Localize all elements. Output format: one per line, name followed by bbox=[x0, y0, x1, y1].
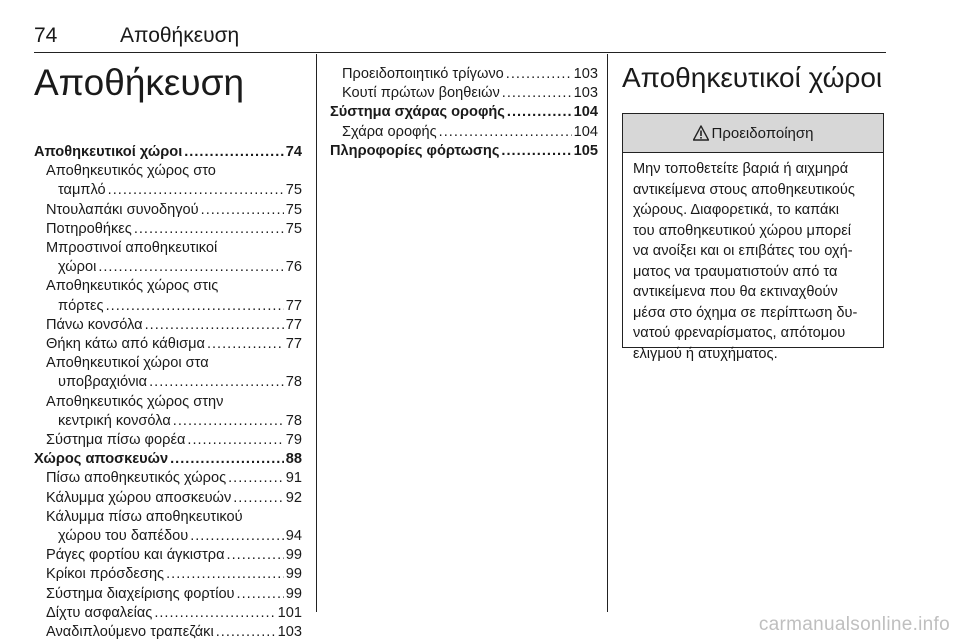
toc-page-number: 99 bbox=[285, 547, 302, 564]
toc-entry[interactable] bbox=[34, 297, 302, 316]
toc-page-number: 103 bbox=[573, 85, 598, 102]
dot-leader bbox=[145, 316, 284, 335]
toc-entry[interactable] bbox=[34, 489, 302, 508]
toc-entry-text: Αποθηκευτικός χώρος στις bbox=[46, 278, 219, 295]
toc-entry-title: πόρτες bbox=[58, 297, 104, 314]
toc-entry[interactable] bbox=[34, 431, 302, 450]
toc-page-number: 104 bbox=[573, 123, 598, 140]
toc-page-number: 88 bbox=[285, 451, 302, 468]
warning-line: ελιγμού ή ατυχήματος. bbox=[633, 345, 778, 362]
toc-entry-text: Αποθηκευτικός χώρος στο bbox=[46, 163, 216, 180]
warning-line: ματος να τραυματιστούν από τα bbox=[633, 263, 838, 280]
toc-entry[interactable] bbox=[330, 65, 598, 84]
toc-entry-title: Δίχτυ ασφαλείας bbox=[46, 604, 153, 621]
toc-entry[interactable] bbox=[34, 412, 302, 431]
toc-page-number: 104 bbox=[573, 104, 598, 121]
dot-leader bbox=[506, 65, 572, 84]
toc-entry[interactable] bbox=[34, 143, 302, 162]
toc-entry[interactable] bbox=[34, 546, 302, 565]
dot-leader bbox=[501, 142, 571, 161]
header-rule bbox=[34, 52, 886, 53]
toc-entry-title: Αποθηκευτικοί χώροι bbox=[34, 144, 183, 160]
dot-leader bbox=[439, 123, 572, 142]
toc-page-number: 103 bbox=[277, 624, 302, 641]
toc-entry-title: Πληροφορίες φόρτωσης bbox=[330, 142, 500, 159]
toc-entry-title: Αναδιπλούμενο τραπεζάκι bbox=[46, 624, 214, 641]
dot-leader bbox=[201, 201, 284, 220]
toc-page-number: 92 bbox=[285, 489, 302, 506]
toc-entry-title: χώρου του δαπέδου bbox=[58, 528, 189, 545]
toc-entry-title: Σύστημα διαχείρισης φορτίου bbox=[46, 585, 235, 602]
warning-header bbox=[623, 114, 883, 153]
toc-entry-title: Ποτηροθήκες bbox=[46, 220, 132, 237]
toc-entry[interactable] bbox=[34, 450, 302, 469]
warning-line: μέσα στο όχημα σε περίπτωση δυ- bbox=[633, 304, 858, 321]
dot-leader bbox=[154, 604, 275, 623]
toc-page-number: 78 bbox=[285, 412, 302, 429]
warning-line: αντικείμενα στους αποθηκευτικούς bbox=[633, 181, 855, 198]
section-title: Αποθηκευτικοί χώροι bbox=[622, 62, 883, 93]
toc-entry-title: Χώρος αποσκευών bbox=[34, 451, 169, 468]
dot-leader bbox=[216, 623, 276, 642]
warning-line: χώρους. Διαφορετικά, το καπάκι bbox=[633, 202, 840, 218]
dot-leader bbox=[507, 103, 572, 122]
dot-leader bbox=[98, 258, 283, 277]
toc-entry[interactable] bbox=[34, 373, 302, 392]
toc-page-number: 105 bbox=[573, 142, 598, 159]
toc-entry[interactable] bbox=[34, 181, 302, 200]
dot-leader bbox=[106, 297, 284, 316]
dot-leader bbox=[173, 412, 284, 431]
toc-entry[interactable] bbox=[330, 84, 598, 103]
toc-page-number: 101 bbox=[277, 604, 302, 621]
toc-page-number: 99 bbox=[285, 566, 302, 583]
toc-page-number: 74 bbox=[285, 144, 302, 160]
toc-entry-text: Μπροστινοί αποθηκευτικοί bbox=[46, 240, 218, 257]
dot-leader bbox=[166, 565, 284, 584]
toc-entry[interactable] bbox=[34, 623, 302, 642]
toc-page-number: 79 bbox=[285, 432, 302, 449]
warning-text bbox=[623, 153, 883, 370]
toc-entry-title: υποβραχιόνια bbox=[58, 374, 148, 391]
toc-entry-title: Σχάρα οροφής bbox=[342, 123, 437, 140]
warning-triangle-icon bbox=[693, 125, 709, 141]
toc-entry[interactable] bbox=[34, 201, 302, 220]
dot-leader bbox=[233, 489, 284, 508]
toc-entry[interactable] bbox=[34, 316, 302, 335]
running-title: Αποθήκευση bbox=[120, 24, 240, 47]
toc-page-number: 77 bbox=[285, 316, 302, 333]
toc-entry[interactable] bbox=[34, 469, 302, 488]
toc-entry[interactable] bbox=[34, 220, 302, 239]
dot-leader bbox=[187, 431, 283, 450]
chapter-title: Αποθήκευση bbox=[34, 62, 245, 103]
warning-line: νατού φρεναρίσματος, απότομου bbox=[633, 325, 846, 341]
toc-page-number: 99 bbox=[285, 585, 302, 602]
dot-leader bbox=[134, 220, 284, 239]
toc-entry-title: ταμπλό bbox=[58, 182, 106, 199]
toc-entry[interactable] bbox=[34, 585, 302, 604]
warning-line: να ανοίξει και οι επιβάτες του οχή- bbox=[633, 243, 853, 259]
toc-column-1 bbox=[34, 143, 302, 642]
watermark: carmanualsonline.info bbox=[758, 614, 950, 635]
toc-page-number: 103 bbox=[573, 66, 598, 82]
dot-leader bbox=[227, 546, 284, 565]
warning-title: Προειδοποίηση bbox=[711, 124, 814, 142]
toc-entry[interactable] bbox=[330, 103, 598, 122]
toc-entry-title: Σύστημα σχάρας οροφής bbox=[330, 104, 505, 121]
toc-entry[interactable] bbox=[34, 258, 302, 277]
toc-entry-title: Κρίκοι πρόσδεσης bbox=[46, 566, 165, 583]
dot-leader bbox=[108, 181, 284, 200]
dot-leader bbox=[207, 335, 284, 354]
warning-line: αντικείμενα που θα εκτιναχθούν bbox=[633, 284, 838, 300]
toc-entry-text: Αποθηκευτικοί χώροι στα bbox=[46, 355, 209, 372]
toc-page-number: 78 bbox=[285, 374, 302, 391]
warning-box bbox=[622, 113, 884, 362]
toc-entry[interactable] bbox=[34, 604, 302, 623]
toc-entry-title: Θήκη κάτω από κάθισμα bbox=[46, 336, 205, 353]
toc-page-number: 75 bbox=[285, 182, 302, 199]
dot-leader bbox=[170, 450, 284, 469]
toc-entry-title: Πίσω αποθηκευτικός χώρος bbox=[46, 470, 227, 487]
toc-entry-title: Κάλυμμα χώρου αποσκευών bbox=[46, 489, 232, 506]
toc-entry[interactable] bbox=[330, 142, 598, 161]
toc-page-number: 77 bbox=[285, 336, 302, 353]
dot-leader bbox=[237, 585, 284, 604]
toc-entry[interactable] bbox=[34, 565, 302, 584]
toc-entry-title: Πάνω κονσόλα bbox=[46, 316, 143, 333]
toc-entry-title: Προειδοποιητικό τρίγωνο bbox=[342, 66, 504, 82]
warning-line: του αποθηκευτικού χώρου μπορεί bbox=[633, 222, 851, 239]
dot-leader bbox=[502, 84, 572, 103]
dot-leader bbox=[190, 527, 284, 546]
dot-leader bbox=[184, 143, 284, 162]
toc-entry[interactable] bbox=[34, 527, 302, 546]
toc-entry-title: χώροι bbox=[58, 259, 97, 276]
warning-line: Μην τοποθετείτε βαριά ή αιχμηρά bbox=[633, 161, 849, 177]
page-number: 74 bbox=[34, 24, 58, 47]
toc-entry[interactable] bbox=[34, 335, 302, 354]
toc-page-number: 77 bbox=[285, 297, 302, 314]
toc-page-number: 76 bbox=[285, 259, 302, 276]
dot-leader bbox=[228, 469, 284, 488]
page-header bbox=[34, 24, 886, 54]
column-divider-1 bbox=[316, 54, 317, 612]
toc-entry-title: Κουτί πρώτων βοηθειών bbox=[342, 85, 500, 102]
toc-column-2 bbox=[330, 65, 598, 161]
toc-page-number: 91 bbox=[285, 470, 302, 487]
toc-entry[interactable] bbox=[330, 123, 598, 142]
toc-entry-title: κεντρική κονσόλα bbox=[58, 412, 171, 429]
toc-page-number: 75 bbox=[285, 220, 302, 237]
toc-entry-title: Ντουλαπάκι συνοδηγού bbox=[46, 201, 199, 218]
column-divider-2 bbox=[607, 54, 608, 612]
toc-entry-title: Σύστημα πίσω φορέα bbox=[46, 432, 186, 449]
toc-entry-text: Αποθηκευτικός χώρος στην bbox=[46, 393, 224, 410]
toc-page-number: 75 bbox=[285, 201, 302, 218]
toc-page-number: 94 bbox=[285, 528, 302, 545]
toc-entry-text: Κάλυμμα πίσω αποθηκευτικού bbox=[46, 508, 243, 525]
dot-leader bbox=[149, 373, 284, 392]
toc-entry-title: Ράγες φορτίου και άγκιστρα bbox=[46, 547, 225, 564]
